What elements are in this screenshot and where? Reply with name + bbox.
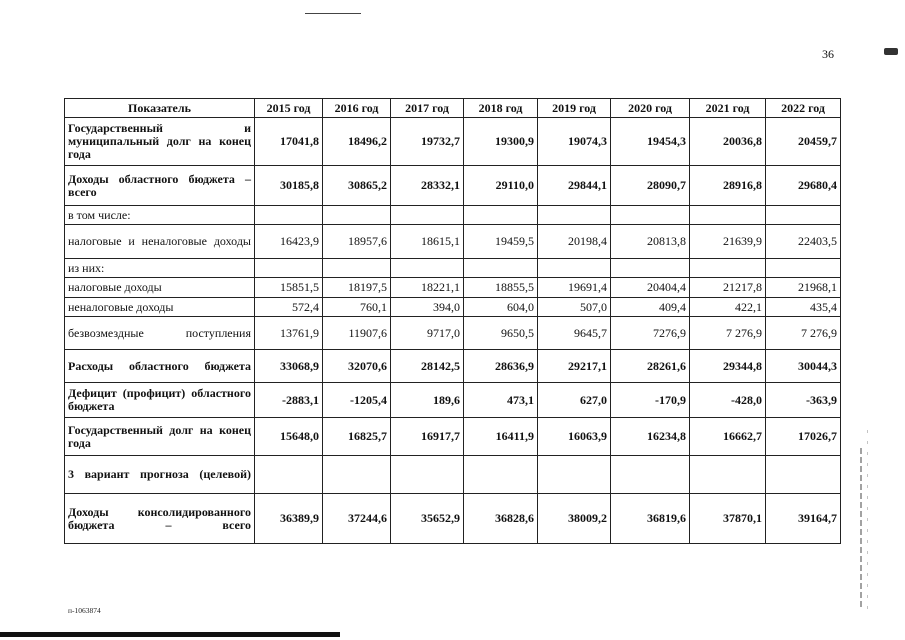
cell-value: 507,0 — [538, 298, 611, 317]
cell-value — [255, 259, 323, 278]
cell-value: 36828,6 — [464, 494, 538, 544]
cell-value: 28090,7 — [611, 166, 690, 206]
cell-value: 15851,5 — [255, 278, 323, 298]
cell-value — [611, 259, 690, 278]
bottom-bar — [0, 632, 340, 637]
row-label: неналоговые доходы — [65, 298, 255, 317]
table-row — [65, 350, 841, 383]
header-row — [65, 99, 841, 118]
row-label: 3 вариант прогноза (целевой) — [65, 456, 255, 494]
cell-value: 28332,1 — [391, 166, 464, 206]
cell-value: 22403,5 — [766, 225, 841, 259]
row-label: из них: — [65, 259, 255, 278]
cell-value: 20198,4 — [538, 225, 611, 259]
cell-value: 409,4 — [611, 298, 690, 317]
cell-value: -170,9 — [611, 383, 690, 418]
row-label: Дефицит (профицит) областного бюджета — [65, 383, 255, 418]
row-label: налоговые доходы — [65, 278, 255, 298]
cell-value: 28142,5 — [391, 350, 464, 383]
cell-value — [255, 206, 323, 225]
cell-value — [690, 206, 766, 225]
row-label: налоговые и неналоговые доходы — [65, 225, 255, 259]
cell-value: 37870,1 — [690, 494, 766, 544]
cell-value: 28636,9 — [464, 350, 538, 383]
cell-value: 435,4 — [766, 298, 841, 317]
cell-value — [690, 456, 766, 494]
cell-value: 30044,3 — [766, 350, 841, 383]
cell-value — [690, 259, 766, 278]
cell-value: 16825,7 — [323, 418, 391, 456]
cell-value: 36389,9 — [255, 494, 323, 544]
cell-value: 18615,1 — [391, 225, 464, 259]
table-body — [65, 118, 841, 544]
table-row — [65, 494, 841, 544]
cell-value: 604,0 — [464, 298, 538, 317]
cell-value: 13761,9 — [255, 317, 323, 350]
cell-value: 16917,7 — [391, 418, 464, 456]
cell-value — [538, 456, 611, 494]
cell-value — [323, 206, 391, 225]
row-label: безвозмездные поступления — [65, 317, 255, 350]
cell-value: 9645,7 — [538, 317, 611, 350]
cell-value: 21639,9 — [690, 225, 766, 259]
cell-value: 473,1 — [464, 383, 538, 418]
cell-value: 627,0 — [538, 383, 611, 418]
cell-value: 16423,9 — [255, 225, 323, 259]
cell-value: 39164,7 — [766, 494, 841, 544]
cell-value: 30865,2 — [323, 166, 391, 206]
cell-value: 32070,6 — [323, 350, 391, 383]
column-header-year: 2022 год — [766, 99, 841, 118]
cell-value — [255, 456, 323, 494]
column-header-year: 2020 год — [611, 99, 690, 118]
cell-value: 19732,7 — [391, 118, 464, 166]
cell-value: 18221,1 — [391, 278, 464, 298]
cell-value: 28261,6 — [611, 350, 690, 383]
row-label: в том числе: — [65, 206, 255, 225]
row-label: Государственный и муниципальный долг на конец года — [65, 118, 255, 166]
cell-value — [766, 456, 841, 494]
cell-value: 20813,8 — [611, 225, 690, 259]
cell-value — [538, 206, 611, 225]
cell-value: -1205,4 — [323, 383, 391, 418]
cell-value: -428,0 — [690, 383, 766, 418]
scan-mark — [884, 48, 898, 55]
cell-value: 19691,4 — [538, 278, 611, 298]
cell-value: 38009,2 — [538, 494, 611, 544]
cell-value: 9650,5 — [464, 317, 538, 350]
cell-value: 29680,4 — [766, 166, 841, 206]
cell-value: 19074,3 — [538, 118, 611, 166]
cell-value: 9717,0 — [391, 317, 464, 350]
cell-value: 16662,7 — [690, 418, 766, 456]
cell-value: 7276,9 — [611, 317, 690, 350]
cell-value: 15648,0 — [255, 418, 323, 456]
column-header-year: 2018 год — [464, 99, 538, 118]
cell-value: 18855,5 — [464, 278, 538, 298]
cell-value: 21217,8 — [690, 278, 766, 298]
cell-value: 20459,7 — [766, 118, 841, 166]
cell-value: 33068,9 — [255, 350, 323, 383]
cell-value — [391, 456, 464, 494]
cell-value: 20404,4 — [611, 278, 690, 298]
cell-value — [391, 206, 464, 225]
cell-value — [391, 259, 464, 278]
table-row — [65, 259, 841, 278]
cell-value — [766, 206, 841, 225]
row-label: Доходы консолидированного бюджета – всего — [65, 494, 255, 544]
column-header-year: 2015 год — [255, 99, 323, 118]
cell-value: 28916,8 — [690, 166, 766, 206]
table-row — [65, 225, 841, 259]
table-row — [65, 317, 841, 350]
cell-value: 18197,5 — [323, 278, 391, 298]
cell-value: 30185,8 — [255, 166, 323, 206]
top-rule — [305, 13, 361, 14]
cell-value: 18496,2 — [323, 118, 391, 166]
cell-value — [611, 456, 690, 494]
cell-value: 189,6 — [391, 383, 464, 418]
cell-value: 422,1 — [690, 298, 766, 317]
table-row — [65, 278, 841, 298]
column-header-indicator: Показатель — [65, 99, 255, 118]
cell-value: 7 276,9 — [766, 317, 841, 350]
cell-value: 16234,8 — [611, 418, 690, 456]
row-label: Расходы областного бюджета — [65, 350, 255, 383]
cell-value: 19300,9 — [464, 118, 538, 166]
cell-value: -2883,1 — [255, 383, 323, 418]
cell-value: 7 276,9 — [690, 317, 766, 350]
cell-value — [538, 259, 611, 278]
column-header-year: 2019 год — [538, 99, 611, 118]
cell-value: 18957,6 — [323, 225, 391, 259]
cell-value: 20036,8 — [690, 118, 766, 166]
cell-value: 29217,1 — [538, 350, 611, 383]
table-row — [65, 206, 841, 225]
cell-value — [323, 259, 391, 278]
table-row — [65, 118, 841, 166]
cell-value: 16411,9 — [464, 418, 538, 456]
column-header-year: 2021 год — [690, 99, 766, 118]
cell-value — [323, 456, 391, 494]
table-row — [65, 418, 841, 456]
cell-value: 394,0 — [391, 298, 464, 317]
cell-value: 29844,1 — [538, 166, 611, 206]
cell-value: 19459,5 — [464, 225, 538, 259]
cell-value: 16063,9 — [538, 418, 611, 456]
scan-edge-artifact — [860, 448, 862, 608]
cell-value — [464, 456, 538, 494]
cell-value: 29110,0 — [464, 166, 538, 206]
cell-value — [464, 259, 538, 278]
column-header-year: 2017 год — [391, 99, 464, 118]
cell-value: 17041,8 — [255, 118, 323, 166]
row-label: Государственный долг на конец года — [65, 418, 255, 456]
cell-value — [766, 259, 841, 278]
cell-value: 760,1 — [323, 298, 391, 317]
cell-value: 37244,6 — [323, 494, 391, 544]
column-header-year: 2016 год — [323, 99, 391, 118]
table-row — [65, 383, 841, 418]
cell-value: 29344,8 — [690, 350, 766, 383]
cell-value: 17026,7 — [766, 418, 841, 456]
data-table — [64, 98, 841, 544]
document-code: п-1063874 — [68, 606, 101, 615]
cell-value — [464, 206, 538, 225]
table-row — [65, 298, 841, 317]
cell-value — [611, 206, 690, 225]
cell-value: 572,4 — [255, 298, 323, 317]
scan-edge-artifact — [867, 430, 868, 610]
table-row — [65, 166, 841, 206]
table-row — [65, 456, 841, 494]
cell-value: 36819,6 — [611, 494, 690, 544]
cell-value: 19454,3 — [611, 118, 690, 166]
cell-value: 35652,9 — [391, 494, 464, 544]
row-label: Доходы областного бюджета – всего — [65, 166, 255, 206]
cell-value: 11907,6 — [323, 317, 391, 350]
cell-value: 21968,1 — [766, 278, 841, 298]
cell-value: -363,9 — [766, 383, 841, 418]
page-number: 36 — [822, 47, 834, 61]
